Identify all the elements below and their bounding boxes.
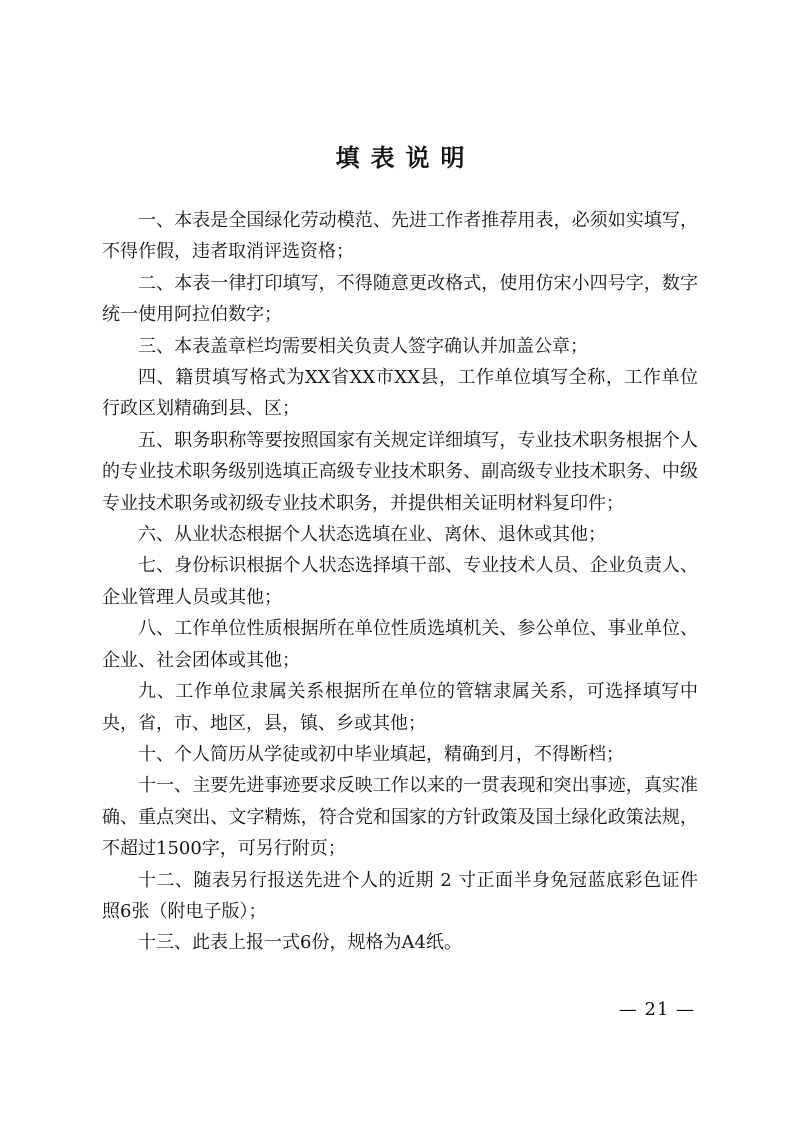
paragraph-3: 三、本表盖章栏均需要相关负责人签字确认并加盖公章； [138, 335, 588, 357]
instructions-body [102, 205, 698, 959]
page-title: 填表说明 [335, 144, 476, 172]
paragraph-7: 七、身份标识根据个人状态选择填干部、专业技术人员、企业负责人、企业管理人员或其他； [102, 555, 698, 608]
paragraph-5: 五、职务职称等要按照国家有关规定详细填写，专业技术职务根据个人的专业技术职务级别选填正高级专业技术职务、副高级专业技术职务、中级专业技术职务或初级专业技术职务，并提供相关证明材料复印件； [102, 429, 698, 514]
paragraph-8: 八、工作单位性质根据所在单位性质选填机关、参公单位、事业单位、企业、社会团体或其他； [102, 618, 698, 671]
paragraph-2: 二、本表一律打印填写，不得随意更改格式，使用仿宋小四号字，数字统一使用阿拉伯数字； [102, 272, 698, 326]
paragraph-12: 十二、随表另行报送先进个人的近期 2 寸正面半身免冠蓝底彩色证件照6张（附电子版）； [102, 869, 698, 922]
paragraph-9: 九、工作单位隶属关系根据所在单位的管辖隶属关系，可选择填写中央，省，市、地区，县，镇、乡或其他； [102, 681, 698, 734]
paragraph-10: 十、个人简历从学徒或初中毕业填起，精确到月，不得断档； [138, 743, 624, 765]
page-number: — 21 — [618, 999, 696, 1020]
paragraph-4: 四、籍贯填写格式为XX省XX市XX县，工作单位填写全称，工作单位行政区划精确到县、区； [102, 367, 698, 420]
paragraph-13: 十三、此表上报一式6份，规格为A4纸。 [138, 932, 462, 954]
paragraph-6: 六、从业状态根据个人状态选填在业、离休、退休或其他； [138, 524, 606, 546]
paragraph-1: 一、本表是全国绿化劳动模范、先进工作者推荐用表，必须如实填写，不得作假，违者取消评选资格； [102, 210, 698, 263]
paragraph-11: 十一、主要先进事迹要求反映工作以来的一贯表现和突出事迹，真实准确、重点突出、文字精炼，符合党和国家的方针政策及国土绿化政策法规，不超过1500字，可另行附页； [102, 775, 698, 860]
